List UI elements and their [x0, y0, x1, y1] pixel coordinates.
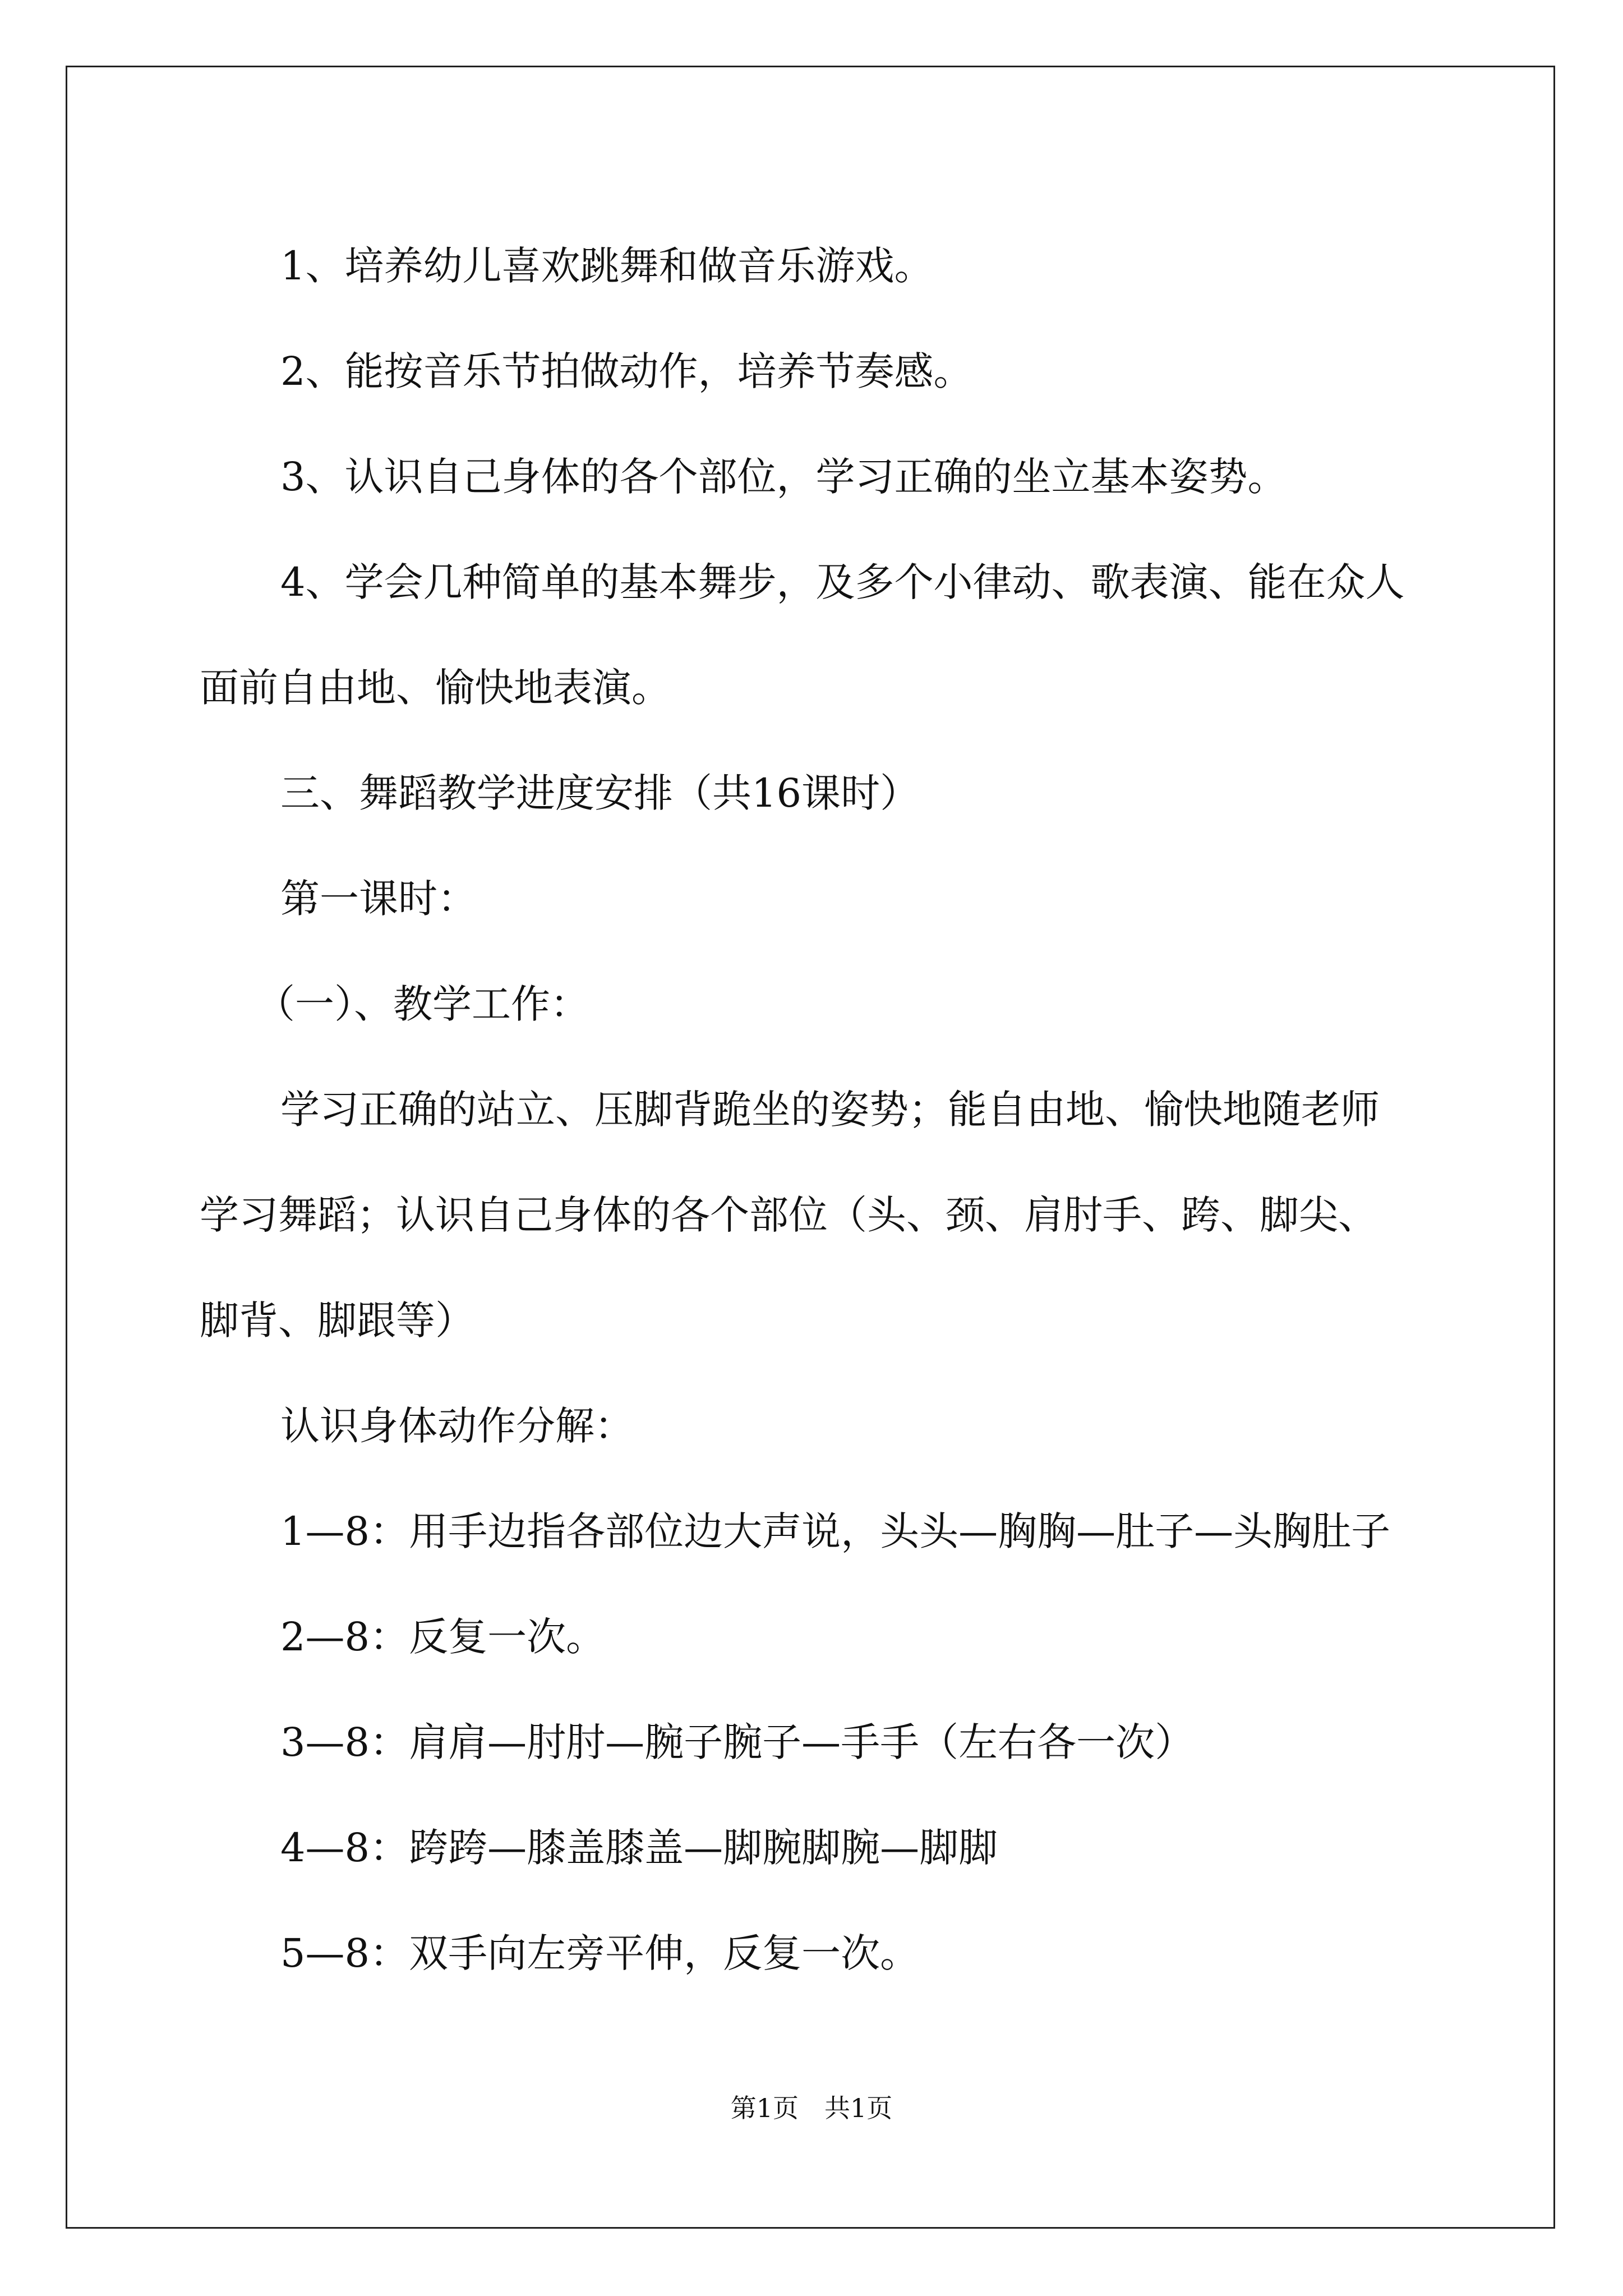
- lesson-heading: 第一课时：: [280, 876, 477, 922]
- paragraph-goal-2: 2、能按音乐节拍做动作，培养节奏感。: [280, 348, 973, 394]
- movement-step-5: 5—8：双手向左旁平伸，反复一次。: [280, 1930, 920, 1976]
- document-body: [200, 213, 1433, 2006]
- movement-step-1: 1—8：用手边指各部位边大声说，头头—胸胸—肚子—头胸肚子: [280, 1508, 1391, 1554]
- paragraph-teaching-line-1: 学习正确的站立、压脚背跪坐的姿势；能自由地、愉快地随老师: [280, 1087, 1380, 1133]
- paragraph-goal-4-line-1: 4、学会几种简单的基本舞步，及多个小律动、歌表演、能在众人: [280, 559, 1405, 605]
- paragraph-goal-1: 1、培养幼儿喜欢跳舞和做音乐游戏。: [280, 243, 934, 289]
- movement-step-4: 4—8：跨跨—膝盖膝盖—脚腕脚腕—脚脚: [280, 1825, 998, 1871]
- movement-step-2: 2—8：反复一次。: [280, 1614, 606, 1660]
- body-movement-heading: 认识身体动作分解：: [280, 1403, 634, 1449]
- paragraph-goal-4-line-2: 面前自由地、愉快地表演。: [200, 665, 671, 711]
- page-number-footer: 第1页 共1页: [730, 2093, 893, 2123]
- paragraph-goal-3: 3、认识自己身体的各个部位，学习正确的坐立基本姿势。: [280, 454, 1287, 500]
- movement-step-3: 3—8：肩肩—肘肘—腕子腕子—手手（左右各一次）: [280, 1719, 1195, 1765]
- subsection-heading-teaching: （一）、教学工作：: [256, 981, 589, 1027]
- section-heading-schedule: 三、舞蹈教学进度安排（共16课时）: [280, 770, 920, 816]
- paragraph-teaching-line-3: 脚背、脚跟等）: [200, 1297, 474, 1343]
- paragraph-teaching-line-2: 学习舞蹈；认识自己身体的各个部位（头、颈、肩肘手、跨、脚尖、: [200, 1192, 1377, 1238]
